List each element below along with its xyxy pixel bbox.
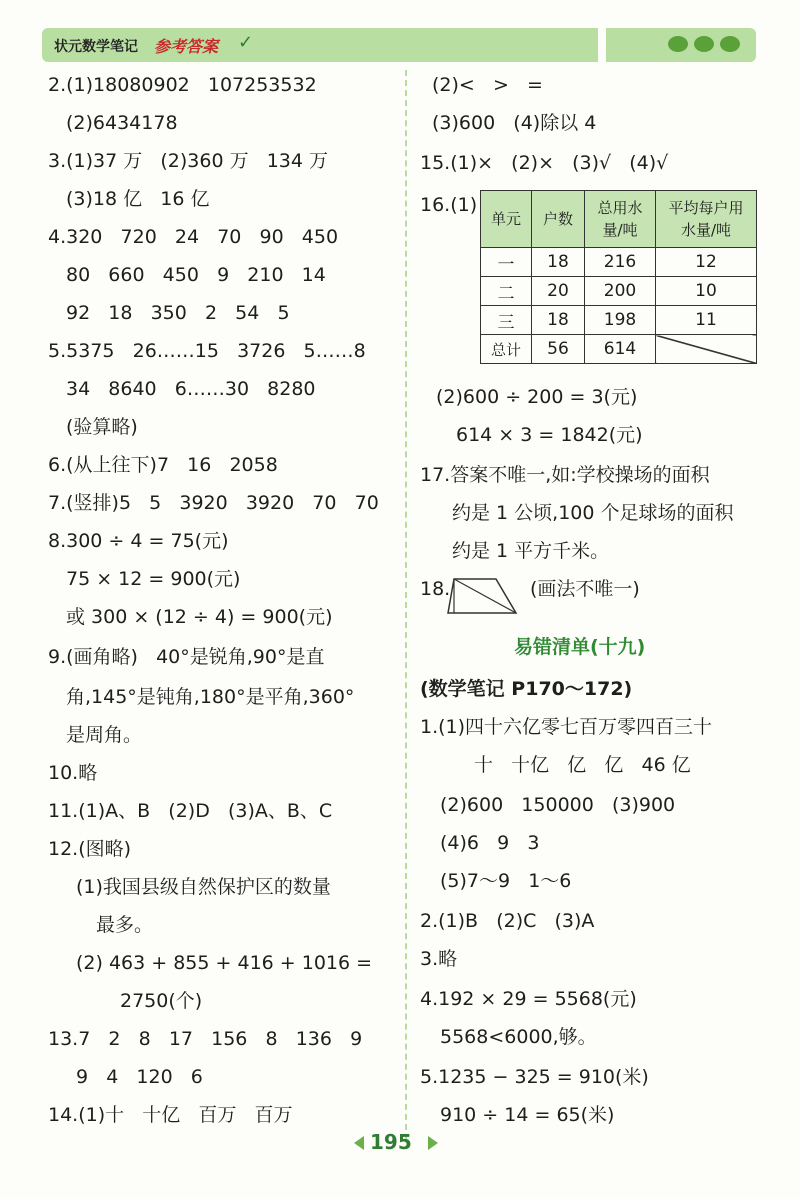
table-row bbox=[481, 248, 757, 277]
page-header bbox=[42, 28, 756, 62]
answer-line: 8.300 ÷ 4 = 75(元) bbox=[48, 530, 229, 552]
column-divider bbox=[405, 70, 407, 1140]
answer-line: (2)600 150000 (3)900 bbox=[440, 794, 676, 816]
header-notch bbox=[598, 28, 606, 62]
dot-icon bbox=[668, 36, 688, 52]
section-ref: (数学笔记 P170～172) bbox=[420, 678, 633, 700]
water-usage-table bbox=[480, 190, 757, 364]
page-number: 195 bbox=[370, 1130, 412, 1154]
answer-line: (3)600 (4)除以 4 bbox=[432, 112, 597, 134]
answer-line: (3)18 亿 16 亿 bbox=[66, 188, 210, 210]
answer-line: 80 660 450 9 210 14 bbox=[66, 264, 326, 286]
table-cell: 18 bbox=[532, 306, 585, 335]
answer-line: 5568<6000,够。 bbox=[440, 1026, 597, 1048]
table-cell-empty bbox=[656, 335, 757, 364]
answer-line: 13.7 2 8 17 156 8 136 9 bbox=[48, 1028, 363, 1050]
answer-line: 角,145°是钝角,180°是平角,360° bbox=[66, 686, 355, 708]
answer-line: 34 8640 6……30 8280 bbox=[66, 378, 316, 400]
table-row bbox=[481, 306, 757, 335]
answer-line: 约是 1 公顷,100 个足球场的面积 bbox=[452, 502, 734, 524]
table-cell: 20 bbox=[532, 277, 585, 306]
answer-line: 3.略 bbox=[420, 948, 458, 970]
answer-line: 10.略 bbox=[48, 762, 98, 784]
table-cell: 614 bbox=[585, 335, 656, 364]
table-cell: 12 bbox=[656, 248, 757, 277]
answer-line: 5.5375 26……15 3726 5……8 bbox=[48, 340, 366, 362]
answer-line: (5)7～9 1～6 bbox=[440, 870, 572, 892]
header-section: 参考答案 bbox=[154, 37, 219, 56]
table-cell: 二 bbox=[481, 277, 532, 306]
answer-line: 11.(1)A、B (2)D (3)A、B、C bbox=[48, 800, 333, 822]
answer-line: 4.192 × 29 = 5568(元) bbox=[420, 988, 637, 1010]
table-header-row bbox=[481, 191, 757, 248]
answer-line: 5.1235 − 325 = 910(米) bbox=[420, 1066, 649, 1088]
table-header-cell: 户数 bbox=[532, 191, 585, 248]
check-icon: ✓ bbox=[238, 32, 254, 53]
arrow-right-icon bbox=[428, 1136, 438, 1150]
table-cell: 56 bbox=[532, 335, 585, 364]
answer-line: 2.(1)B (2)C (3)A bbox=[420, 910, 595, 932]
answer-line: 75 × 12 = 900(元) bbox=[66, 568, 241, 590]
answer-line: 15.(1)× (2)× (3)√ (4)√ bbox=[420, 152, 669, 174]
answer-line: (2)< > = bbox=[432, 74, 543, 96]
answer-line: 910 ÷ 14 = 65(米) bbox=[440, 1104, 615, 1126]
table-cell: 216 bbox=[585, 248, 656, 277]
answer-line: (画法不唯一) bbox=[530, 578, 640, 600]
answer-line: 9.(画角略) 40°是锐角,90°是直 bbox=[48, 646, 325, 668]
dot-icon bbox=[720, 36, 740, 52]
answer-line: (2)6434178 bbox=[66, 112, 178, 134]
section-title: 易错清单(十九) bbox=[514, 636, 646, 658]
table-header-cell: 平均每户用 水量/吨 bbox=[656, 191, 757, 248]
trapezoid-drawing bbox=[446, 576, 520, 616]
table-header-cell: 总用水 量/吨 bbox=[585, 191, 656, 248]
answer-line: 6.(从上往下)7 16 2058 bbox=[48, 454, 278, 476]
answer-line: (2)600 ÷ 200 = 3(元) bbox=[436, 386, 638, 408]
table-cell: 三 bbox=[481, 306, 532, 335]
answer-line: 是周角。 bbox=[66, 724, 143, 746]
answer-line: 3.(1)37 万 (2)360 万 134 万 bbox=[48, 150, 329, 172]
table-cell: 198 bbox=[585, 306, 656, 335]
answer-line: (验算略) bbox=[66, 416, 138, 438]
answer-line: 1.(1)四十六亿零七百万零四百三十 bbox=[420, 716, 713, 738]
dot-icon bbox=[694, 36, 714, 52]
answer-line: 十 十亿 亿 亿 46 亿 bbox=[474, 754, 691, 776]
answer-line: 9 4 120 6 bbox=[76, 1066, 203, 1088]
table-cell: 10 bbox=[656, 277, 757, 306]
table-cell: 18 bbox=[532, 248, 585, 277]
answer-line: 4.320 720 24 70 90 450 bbox=[48, 226, 339, 248]
answer-line: 7.(竖排)5 5 3920 3920 70 70 bbox=[48, 492, 379, 514]
table-cell: 总计 bbox=[481, 335, 532, 364]
answer-line: 92 18 350 2 54 5 bbox=[66, 302, 290, 324]
answer-line: (2) 463 + 855 + 416 + 1016 = bbox=[76, 952, 373, 974]
answer-line: 或 300 × (12 ÷ 4) = 900(元) bbox=[66, 606, 333, 628]
answer-line: 约是 1 平方千米。 bbox=[452, 540, 610, 562]
arrow-left-icon bbox=[354, 1136, 364, 1150]
table-row bbox=[481, 335, 757, 364]
header-series: 状元数学笔记 bbox=[54, 39, 138, 55]
answer-line: 2.(1)18080902 107253532 bbox=[48, 74, 317, 96]
table-row bbox=[481, 277, 757, 306]
table-cell: 一 bbox=[481, 248, 532, 277]
answer-line: 14.(1)十 十亿 百万 百万 bbox=[48, 1104, 293, 1126]
answer-line: 最多。 bbox=[96, 914, 154, 936]
answer-line: 16.(1) bbox=[420, 194, 478, 216]
table-header-cell: 单元 bbox=[481, 191, 532, 248]
table-cell: 11 bbox=[656, 306, 757, 335]
answer-line: 17.答案不唯一,如:学校操场的面积 bbox=[420, 464, 710, 486]
table-cell: 200 bbox=[585, 277, 656, 306]
answer-line: 12.(图略) bbox=[48, 838, 132, 860]
answer-line: 18. bbox=[420, 578, 451, 600]
answer-line: 2750(个) bbox=[120, 990, 203, 1012]
answer-line: (1)我国县级自然保护区的数量 bbox=[76, 876, 331, 898]
answer-line: 614 × 3 = 1842(元) bbox=[456, 424, 643, 446]
answer-line: (4)6 9 3 bbox=[440, 832, 540, 854]
